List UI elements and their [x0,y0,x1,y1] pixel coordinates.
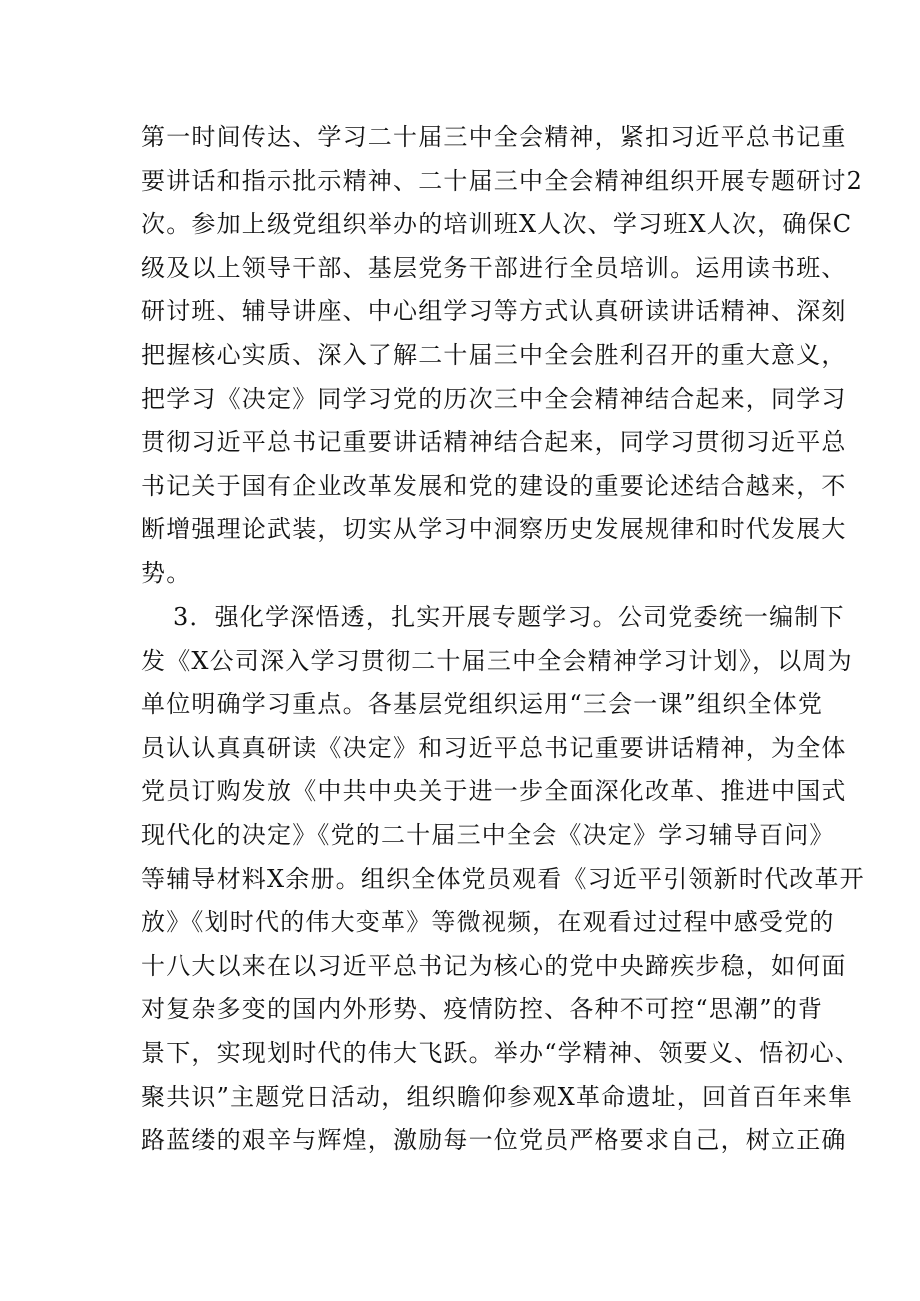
text-line: 把握核心实质、深入了解二十届三中全会胜利召开的重大意义， [141,340,847,369]
text-line: 聚共识”主题党日活动，组织瞻仰参观X革命遗址，回首百年来隼 [141,1082,854,1111]
text-line: 对复杂多变的国内外形势、疫情防控、各种不可控“思潮”的背 [141,995,824,1024]
text-line: 路蓝缕的艰辛与辉煌，激励每一位党员严格要求自己，树立正确 [141,1126,847,1155]
text-line: 放》《划时代的伟大变革》等微视频，在观看过过程中感受党的 [141,908,835,937]
text-line: 断增强理论武装，切实从学习中洞察历史发展规律和时代发展大 [141,515,847,544]
text-line: 员认认真真研读《决定》和习近平总书记重要讲话精神，为全体 [141,733,847,762]
text-line: 单位明确学习重点。各基层党组织运用“三会一课”组织全体党 [141,690,824,719]
text-line: 书记关于国有企业改革发展和党的建设的重要论述结合越来，不 [141,471,847,500]
text-line: 党员订购发放《中共中央关于进一步全面深化改革、推进中国式 [141,777,847,806]
text-line: 把学习《决定》同学习党的历次三中全会精神结合起来，同学习 [141,384,847,413]
text-line: 第一时间传达、学习二十届三中全会精神，紧扣习近平总书记重 [141,123,847,151]
text-line: 研讨班、辅导讲座、中心组学习等方式认真研读讲话精神、深刻 [141,297,847,326]
paragraph-2 [141,596,865,1163]
text-line: 景下，实现划时代的伟大飞跃。举办“学精神、领要义、悟初心、 [141,1038,861,1067]
text-line: 要讲话和指示批示精神、二十届三中全会精神组织开展专题研讨2 [141,166,864,195]
text-line: 十八大以来在以习近平总书记为核心的党中央蹄疾步稳，如何面 [141,951,847,980]
text-line: 发《X公司深入学习贯彻二十届三中全会精神学习计划》，以周为 [141,646,853,675]
text-line: 3．强化学深悟透，扎实开展专题学习。公司党委统一编制下 [173,603,845,631]
text-line: 贯彻习近平总书记重要讲话精神结合起来，同学习贯彻习近平总 [141,428,847,457]
paragraph-1 [141,116,864,596]
text-line: 级及以上领导干部、基层党务干部进行全员培训。运用读书班、 [141,253,847,282]
text-line: 现代化的决定》《党的二十届三中全会《决定》学习辅导百问》 [141,820,835,849]
text-line: 势。 [141,558,192,587]
text-line: 等辅导材料X余册。组织全体党员观看《习近平引领新时代改革开 [141,864,865,893]
text-line: 次。参加上级党组织举办的培训班X人次、学习班X人次，确保C [141,210,853,239]
